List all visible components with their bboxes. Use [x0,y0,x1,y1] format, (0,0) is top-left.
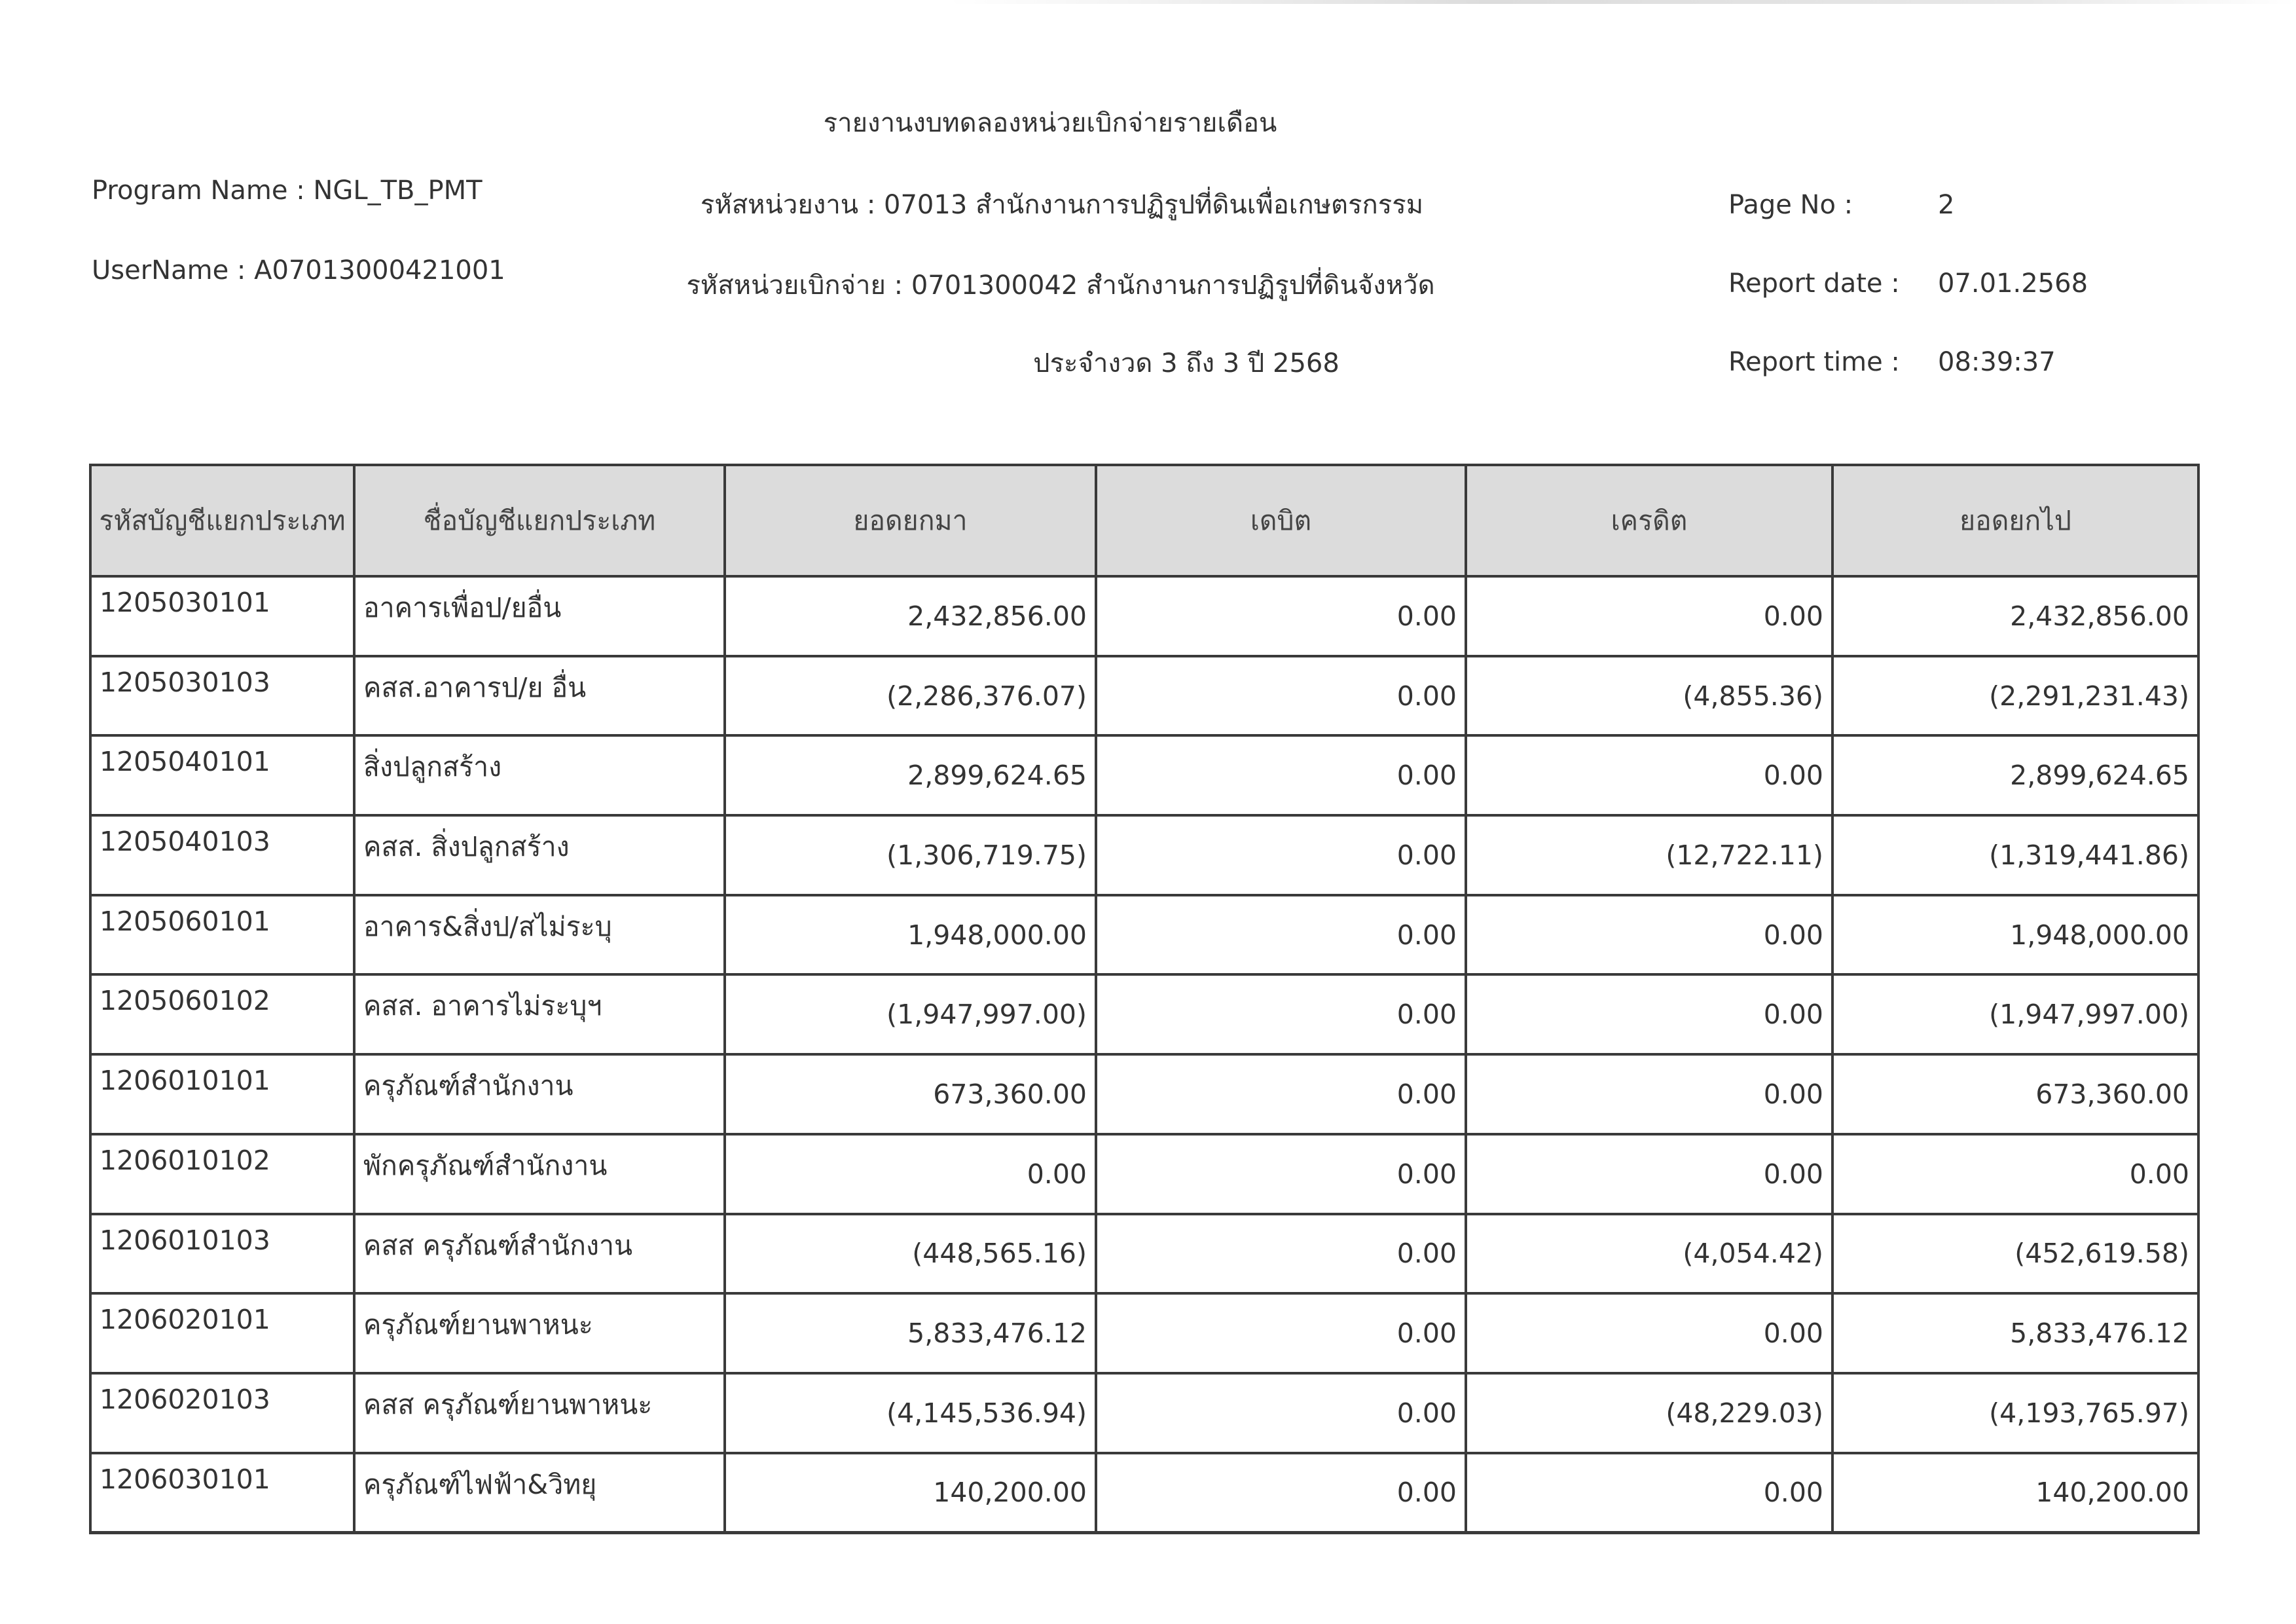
account-name: พักครุภัณฑ์สำนักงาน [354,1134,725,1214]
col-header-credit: เครดิต [1466,465,1832,576]
account-name: ครุภัณฑ์ยานพาหนะ [354,1293,725,1373]
credit: 0.00 [1466,1453,1832,1533]
closing-balance: 2,899,624.65 [1832,735,2198,815]
table-row [90,1214,2198,1294]
debit: 0.00 [1096,735,1466,815]
account-name: ครุภัณฑ์ไฟฟ้า&วิทยุ [354,1453,725,1533]
account-name: คสส. สิ่งปลูกสร้าง [354,815,725,895]
credit: 0.00 [1466,576,1832,656]
closing-balance: (2,291,231.43) [1832,656,2198,736]
debit: 0.00 [1096,974,1466,1054]
credit: 0.00 [1466,895,1832,975]
credit: 0.00 [1466,1134,1832,1214]
scan-edge-line [949,0,2296,4]
debit: 0.00 [1096,1373,1466,1453]
page-no-value: 2 [1938,190,1955,220]
credit: 0.00 [1466,974,1832,1054]
account-name: สิ่งปลูกสร้าง [354,735,725,815]
opening-balance: 0.00 [725,1134,1096,1214]
credit: (4,855.36) [1466,656,1832,736]
opening-balance: (1,947,997.00) [725,974,1096,1054]
account-name: คสส.อาคารป/ย อื่น [354,656,725,736]
table-row [90,1293,2198,1373]
table-row [90,815,2198,895]
program-name: Program Name : NGL_TB_PMT [92,175,483,206]
account-code: 1206020101 [90,1293,354,1373]
closing-balance: (1,319,441.86) [1832,815,2198,895]
closing-balance: (1,947,997.00) [1832,974,2198,1054]
account-code: 1205030103 [90,656,354,736]
credit: 0.00 [1466,1054,1832,1134]
credit: (48,229.03) [1466,1373,1832,1453]
closing-balance: 0.00 [1832,1134,2198,1214]
account-code: 1205030101 [90,576,354,656]
disbursing-unit-line: รหัสหน่วยเบิกจ่าย : 0701300042 สำนักงานการปฏิรูปที่ดินจังหวัด [686,270,1435,301]
closing-balance: 1,948,000.00 [1832,895,2198,975]
table-row [90,735,2198,815]
table-row [90,1134,2198,1214]
closing-balance: (452,619.58) [1832,1214,2198,1294]
debit: 0.00 [1096,576,1466,656]
debit: 0.00 [1096,1054,1466,1134]
debit: 0.00 [1096,895,1466,975]
opening-balance: (4,145,536.94) [725,1373,1096,1453]
opening-balance: 673,360.00 [725,1054,1096,1134]
report-date-value: 07.01.2568 [1938,268,2088,299]
table-row [90,576,2198,656]
account-name: คสส ครุภัณฑ์สำนักงาน [354,1214,725,1294]
col-header-opening-balance: ยอดยกมา [725,465,1096,576]
table-row [90,656,2198,736]
account-code: 1205060101 [90,895,354,975]
period-line: ประจำงวด 3 ถึง 3 ปี 2568 [1033,348,1339,378]
table-row [90,1373,2198,1453]
report-time-value: 08:39:37 [1938,347,2056,377]
credit: 0.00 [1466,735,1832,815]
user-name: UserName : A07013000421001 [92,255,505,286]
account-code: 1205040103 [90,815,354,895]
opening-balance: 1,948,000.00 [725,895,1096,975]
report-title: รายงานงบทดลองหน่วยเบิกจ่ายรายเดือน [823,108,1277,138]
debit: 0.00 [1096,656,1466,736]
opening-balance: (1,306,719.75) [725,815,1096,895]
table-row [90,1453,2198,1533]
credit: (4,054.42) [1466,1214,1832,1294]
opening-balance: 5,833,476.12 [725,1293,1096,1373]
account-name: คสส ครุภัณฑ์ยานพาหนะ [354,1373,725,1453]
credit: 0.00 [1466,1293,1832,1373]
col-header-account-name: ชื่อบัญชีแยกประเภท [354,465,725,576]
table-row [90,895,2198,975]
report-date-label: Report date : [1728,268,1900,299]
col-header-account-code: รหัสบัญชีแยกประเภท [90,465,354,576]
closing-balance: 5,833,476.12 [1832,1293,2198,1373]
col-header-closing-balance: ยอดยกไป [1832,465,2198,576]
debit: 0.00 [1096,1293,1466,1373]
opening-balance: (2,286,376.07) [725,656,1096,736]
table-header-row [90,465,2198,576]
closing-balance: 673,360.00 [1832,1054,2198,1134]
account-code: 1206010101 [90,1054,354,1134]
closing-balance: 2,432,856.00 [1832,576,2198,656]
debit: 0.00 [1096,815,1466,895]
closing-balance: (4,193,765.97) [1832,1373,2198,1453]
account-code: 1206010103 [90,1214,354,1294]
opening-balance: 2,899,624.65 [725,735,1096,815]
opening-balance: 2,432,856.00 [725,576,1096,656]
opening-balance: (448,565.16) [725,1214,1096,1294]
account-code: 1206010102 [90,1134,354,1214]
account-name: ครุภัณฑ์สำนักงาน [354,1054,725,1134]
account-name: อาคาร&สิ่งป/สไม่ระบุ [354,895,725,975]
debit: 0.00 [1096,1214,1466,1294]
trial-balance-table [89,464,2200,1534]
page-no-label: Page No : [1728,190,1853,220]
table-row [90,974,2198,1054]
account-code: 1205060102 [90,974,354,1054]
account-code: 1206020103 [90,1373,354,1453]
account-name: คสส. อาคารไม่ระบุฯ [354,974,725,1054]
agency-line: รหัสหน่วยงาน : 07013 สำนักงานการปฏิรูปที่ดินเพื่อเกษตรกรรม [700,190,1424,220]
debit: 0.00 [1096,1453,1466,1533]
col-header-debit: เดบิต [1096,465,1466,576]
opening-balance: 140,200.00 [725,1453,1096,1533]
account-code: 1206030101 [90,1453,354,1533]
credit: (12,722.11) [1466,815,1832,895]
table-row [90,1054,2198,1134]
account-name: อาคารเพื่อป/ยอื่น [354,576,725,656]
closing-balance: 140,200.00 [1832,1453,2198,1533]
account-code: 1205040101 [90,735,354,815]
debit: 0.00 [1096,1134,1466,1214]
report-time-label: Report time : [1728,347,1900,377]
